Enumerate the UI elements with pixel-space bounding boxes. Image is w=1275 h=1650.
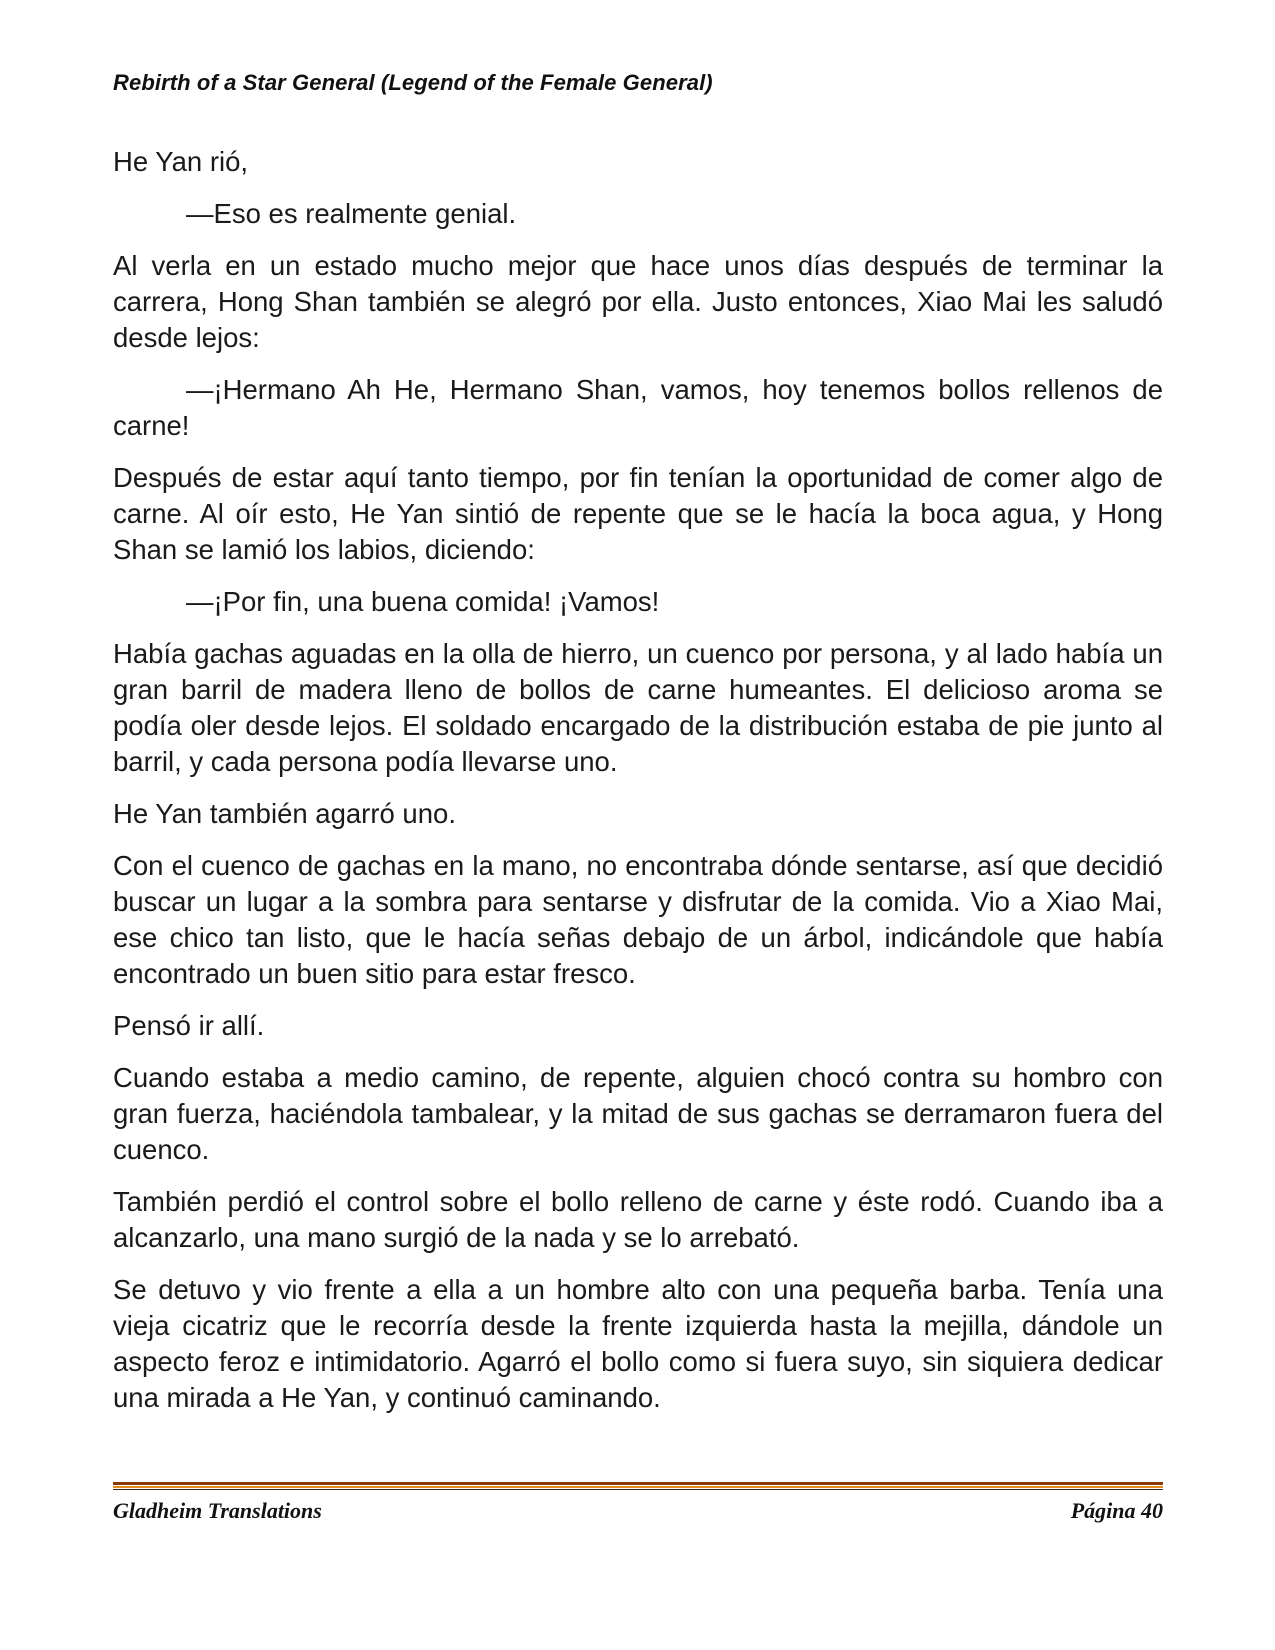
paragraph: He Yan también agarró uno. (113, 798, 456, 829)
paragraph: Se detuvo y vio frente a ella a un hombre alto con una pequeña barba. Tenía una vieja cicatriz que le recorría desde la frente izquierda hasta la mejilla, dándole un aspecto feroz e intimidatorio. Agarró el bollo como si fuera suyo, sin siquiera dedicar una mirada a He Yan, y continuó caminando. (113, 1274, 1163, 1413)
footer-page-number: Página 40 (1070, 1498, 1163, 1523)
footer-publisher: Gladheim Translations (113, 1498, 322, 1523)
paragraph: Con el cuenco de gachas en la mano, no encontraba dónde sentarse, así que decidió buscar un lugar a la sombra para sentarse y disfrutar de la comida. Vio a Xiao Mai, ese chico tan listo, que le hacía señas debajo de un árbol, indicándole que había encontrado un buen sitio para estar fresco. (113, 850, 1163, 989)
paragraph: Cuando estaba a medio camino, de repente, alguien chocó contra su hombro con gran fuerza, haciéndola tambalear, y la mitad de sus gachas se derramaron fuera del cuenco. (113, 1062, 1163, 1165)
paragraph: Al verla en un estado mucho mejor que hace unos días después de terminar la carrera, Hong Shan también se alegró por ella. Justo entonces, Xiao Mai les saludó desde lejos: (113, 250, 1163, 353)
body-text (113, 144, 1163, 1432)
paragraph: Había gachas aguadas en la olla de hierro, un cuenco por persona, y al lado había un gran barril de madera lleno de bollos de carne humeantes. El delicioso aroma se podía oler desde lejos. El soldado encargado de la distribución estaba de pie junto al barril, y cada persona podía llevarse uno. (113, 638, 1163, 777)
footer-divider (113, 1482, 1163, 1490)
paragraph: Pensó ir allí. (113, 1010, 265, 1041)
footer-rule-dark (113, 1482, 1163, 1485)
paragraph: —Eso es realmente genial. (186, 198, 517, 229)
paragraph: Después de estar aquí tanto tiempo, por fin tenían la oportunidad de comer algo de carne. Al oír esto, He Yan sintió de repente que se le hacía la boca agua, y Hong Shan se lamió los labios, diciendo: (113, 462, 1163, 565)
paragraph: —¡Hermano Ah He, Hermano Shan, vamos, hoy tenemos bollos rellenos de carne! (113, 374, 1163, 441)
paragraph: He Yan rió, (113, 146, 249, 177)
paragraph: —¡Por fin, una buena comida! ¡Vamos! (186, 586, 660, 617)
footer-rule-orange (113, 1486, 1163, 1488)
running-header: Rebirth of a Star General (Legend of the Female General) (113, 70, 713, 95)
footer-rule-thin (113, 1489, 1163, 1490)
paragraph: También perdió el control sobre el bollo relleno de carne y éste rodó. Cuando iba a alcanzarlo, una mano surgió de la nada y se lo arrebató. (113, 1186, 1163, 1253)
